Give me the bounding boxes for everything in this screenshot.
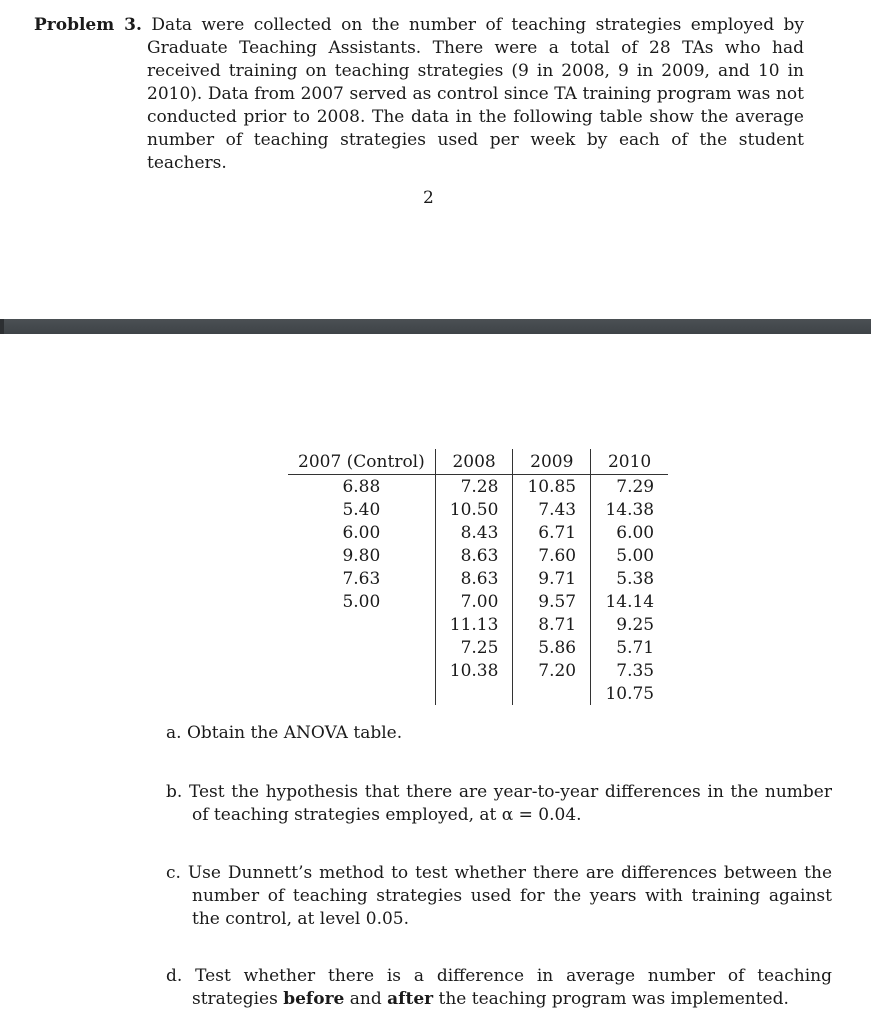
table-cell: 10.85 <box>513 475 591 499</box>
table-cell: 10.38 <box>435 659 513 682</box>
table-row <box>288 567 668 590</box>
table-cell: 7.00 <box>435 590 513 613</box>
table-cell: 9.25 <box>616 614 655 635</box>
table-cell: 7.63 <box>288 567 435 590</box>
table-cell: 7.35 <box>616 660 655 681</box>
question-c-text: Use Dunnett’s method to test whether there are differences between the number of teaching strategies used for the years with training against the control, at level 0.05. <box>187 863 832 929</box>
table-row <box>288 498 668 521</box>
table-cell <box>513 682 591 705</box>
table-cell: 7.20 <box>513 659 591 682</box>
table-row <box>288 521 668 544</box>
table-cell: 6.00 <box>288 521 435 544</box>
problem-statement <box>34 14 804 175</box>
table-cell: 9.71 <box>513 567 591 590</box>
page-divider <box>0 319 871 334</box>
table-cell: 7.25 <box>435 636 513 659</box>
table-cell <box>288 682 435 705</box>
table-cell: 5.00 <box>616 545 655 566</box>
table-cell: 5.40 <box>288 498 435 521</box>
table-cell: 14.14 <box>605 591 655 612</box>
table-cell <box>288 613 435 636</box>
table-cell: 6.00 <box>616 522 655 543</box>
column-header-2008: 2008 <box>435 449 513 475</box>
question-a-text: Obtain the ANOVA table. <box>186 723 403 743</box>
table-cell: 7.28 <box>435 475 513 499</box>
question-d <box>166 965 832 1011</box>
table-row <box>288 682 668 705</box>
table-cell: 9.57 <box>513 590 591 613</box>
table-cell <box>288 659 435 682</box>
table-cell: 5.86 <box>513 636 591 659</box>
table-row <box>288 544 668 567</box>
question-b-text: Test the hypothesis that there are year-to-year differences in the number of teaching strategies employed, at α = 0.04. <box>188 782 832 825</box>
table-row <box>288 636 668 659</box>
table-cell: 5.00 <box>288 590 435 613</box>
question-d-label: d. <box>166 966 183 986</box>
table-header-row <box>288 449 668 475</box>
table-cell: 10.50 <box>435 498 513 521</box>
table-cell: 11.13 <box>435 613 513 636</box>
column-header-2007: 2007 (Control) <box>288 449 435 475</box>
table-cell: 5.71 <box>616 637 655 658</box>
problem-label: Problem 3. <box>34 15 142 35</box>
table-row <box>288 659 668 682</box>
question-d-bold-after: after <box>387 989 434 1009</box>
table-cell: 5.38 <box>616 568 655 589</box>
table-row <box>288 475 668 499</box>
question-a-label: a. <box>166 723 182 743</box>
question-b <box>166 781 832 827</box>
data-table <box>288 449 668 705</box>
problem-text: Data were collected on the number of teaching strategies employed by Graduate Teaching Assistants. There were a total of 28 TAs who had received training on teaching strategies (9 in 2008, 9 in 2009, and 10 in 2010). Data from 2007 served as control since TA training program was not conducted prior to 2008. The data in the following table show the average number of teaching strategies used per week by each of the student teachers. <box>147 15 804 173</box>
table-cell: 8.71 <box>513 613 591 636</box>
question-d-text-1: Test whether there is a difference in average number of teaching strategies <box>192 966 832 1009</box>
table-cell: 8.63 <box>435 544 513 567</box>
table-cell: 6.71 <box>513 521 591 544</box>
table-row <box>288 613 668 636</box>
table-cell: 7.60 <box>513 544 591 567</box>
question-a <box>166 722 832 745</box>
table-cell: 8.63 <box>435 567 513 590</box>
question-c-label: c. <box>166 863 181 883</box>
table-cell: 7.43 <box>513 498 591 521</box>
table-cell: 7.29 <box>616 476 655 497</box>
question-d-text-2: and <box>349 989 382 1009</box>
question-b-label: b. <box>166 782 183 802</box>
column-header-2010: 2010 <box>591 449 669 475</box>
table-cell <box>288 636 435 659</box>
column-header-2009: 2009 <box>513 449 591 475</box>
table-cell: 14.38 <box>605 499 655 520</box>
question-d-bold-before: before <box>283 989 345 1009</box>
question-c <box>166 862 832 931</box>
question-d-text-3: the teaching program was implemented. <box>438 989 789 1009</box>
table-row <box>288 590 668 613</box>
table-cell: 10.75 <box>605 683 655 704</box>
table-cell <box>435 682 513 705</box>
table-cell: 6.88 <box>288 475 435 499</box>
table-cell: 8.43 <box>435 521 513 544</box>
page-number: 2 <box>423 188 434 208</box>
table-cell: 9.80 <box>288 544 435 567</box>
